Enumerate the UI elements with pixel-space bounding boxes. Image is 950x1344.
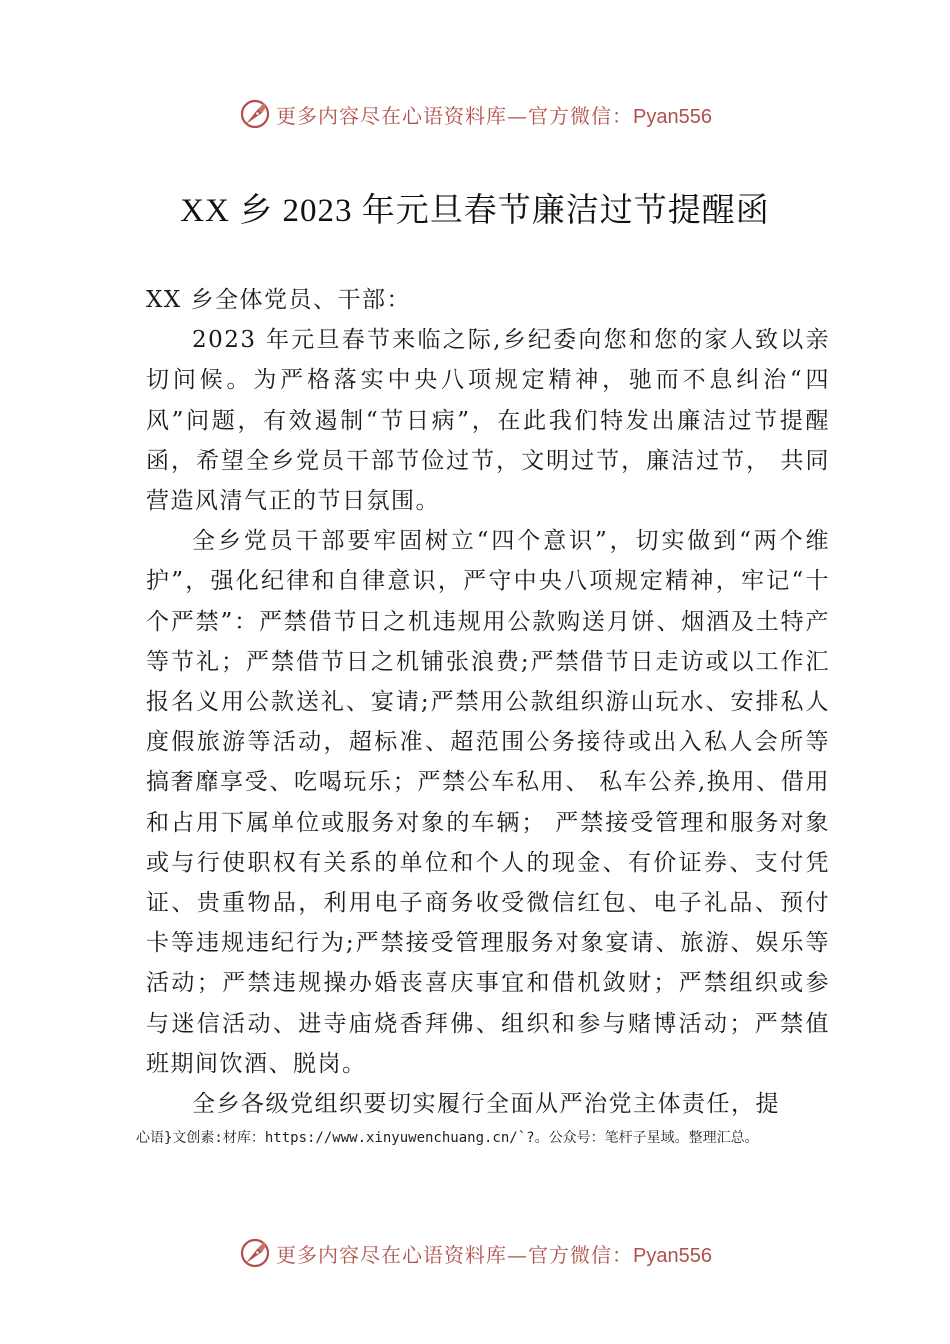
paragraph-3: 全乡各级党组织要切实履行全面从严治党主体责任，提 [192,1091,780,1118]
document-title: XX 乡 2023 年元旦春节廉洁过节提醒函 [180,193,770,229]
wechat-id: Pyan556 [633,105,712,128]
watermark-text: 更多内容尽在心语资料库—官方微信：Pyan556 [276,103,712,128]
watermark-banner-top [0,94,950,134]
source-footnote: 心语}文创素:材库：https://www.xinyuwenchuang.cn/`?。公众号：笔杆子星域。整理汇总。 [136,1130,759,1146]
wechat-id: Pyan556 [633,1244,712,1267]
paragraph-1: 2023 年元旦春节来临之际,乡纪委向您和您的家人致以亲切问候。为严格落实中央八项规定精神，驰而不息纠治“四风”问题，有效遏制“节日病”，在此我们特发出廉洁过节提醒函，希望全乡党员干部节俭过节，文明过节，廉洁过节， 共同营造风清气正的节日氛围。 [146,327,830,515]
pen-nib-logo-icon [238,97,272,131]
pen-nib-logo-icon [238,1236,272,1270]
watermark-banner-bottom [0,1233,950,1273]
document-body [146,280,830,1124]
paragraph-2: 全乡党员干部要牢固树立“四个意识”，切实做到“两个维护”，强化纪律和自律意识，严守中央八项规定精神，牢记“十个严禁”：严禁借节日之机违规用公款购送月饼、烟酒及土特产等节礼；严禁借节日之机铺张浪费;严禁借节日走访或以工作汇报名义用公款送礼、宴请;严禁用公款组织游山玩水、安排私人度假旅游等活动，超标准、超范围公务接待或出入私人会所等搞奢靡享受、吃喝玩乐；严禁公车私用、 私车公养,换用、借用和占用下属单位或服务对象的车辆； 严禁接受管理和服务对象或与行使职权有关系的单位和个人的现金、有价证券、支付凭证、贵重物品，利用电子商务收受微信红包、电子礼品、预付卡等违规违纪行为;严禁接受管理服务对象宴请、旅游、娱乐等活动；严禁违规操办婚丧喜庆事宜和借机敛财；严禁组织或参与迷信活动、进寺庙烧香拜佛、组织和参与赌博活动；严禁值班期间饮酒、脱岗。 [146,528,830,1077]
greeting: XX 乡全体党员、干部： [146,287,412,313]
watermark-text: 更多内容尽在心语资料库—官方微信：Pyan556 [276,1242,712,1267]
